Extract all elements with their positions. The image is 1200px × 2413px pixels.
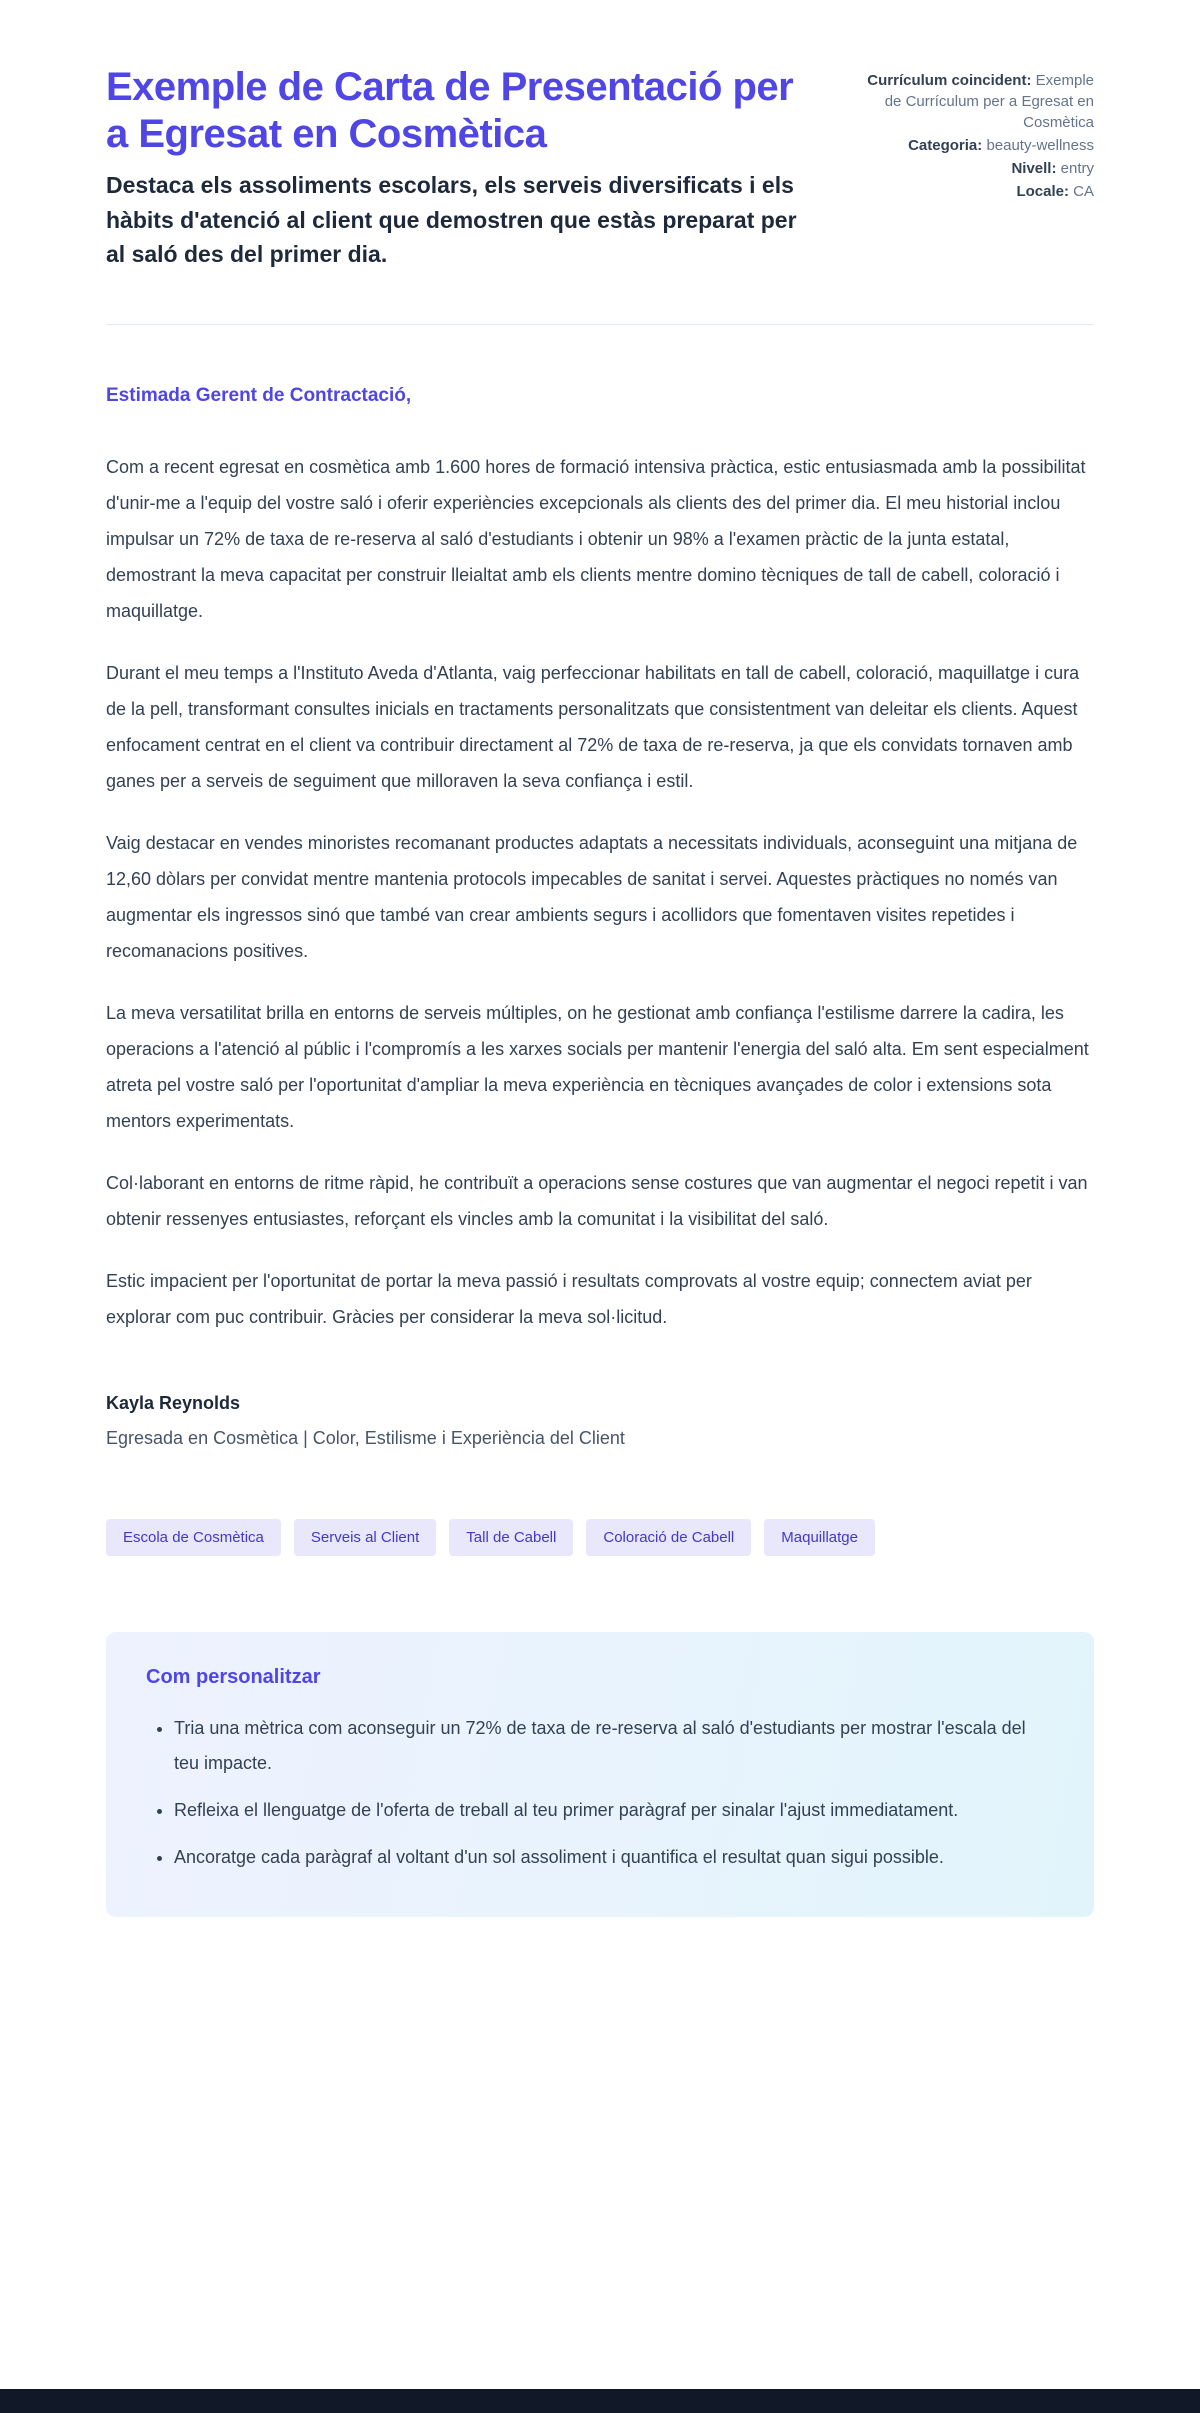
callout-item: • Ancoratge cada paràgraf al voltant d'un sol assoliment i quantifica el resultat quan sigui possible. (174, 1840, 1054, 1875)
meta-level-value: entry (1060, 160, 1094, 177)
letter-paragraph: La meva versatilitat brilla en entorns de serveis múltiples, on he gestionat amb confiança l'estilisme darrere la cadira, les operacions a l'atenció al públic i l'compromís a les xarxes socials per mantenir l'energia del saló alta. Em sent especialment atreta pel vostre saló per l'oportunitat d'ampliar la meva experiència en tècniques avançades de color i extensions sota mentors experimentats. (106, 1002, 1089, 1131)
letter-salutation: Estimada Gerent de Contractació, (106, 384, 412, 406)
signature-name: Kayla Reynolds (106, 1392, 241, 1413)
tag-tall-de-cabell[interactable]: Tall de Cabell (449, 1519, 573, 1556)
meta-resume (862, 70, 1094, 133)
signature-title: Egresada en Cosmètica | Color, Estilisme i Experiència del Client (106, 1427, 625, 1448)
footer-strip (0, 2389, 1200, 2413)
meta-category (862, 135, 1094, 156)
signature-block (106, 1393, 1094, 1449)
meta-resume-value: Exemple de Currículum per a Egresat en Cosmètica (884, 72, 1094, 131)
letter-paragraph: Durant el meu temps a l'Instituto Aveda d'Atlanta, vaig perfeccionar habilitats en tall de cabell, coloració, maquillatge i cura de la pell, transformant consultes inicials en tractaments personalitzats que consistentment van deleitar els clients. Aquest enfocament centrat en el client va contribuir directament al 72% de taxa de re-reserva, ja que els convidats tornaven amb ganes per a serveis de seguiment que milloraven la seva confiança i estil. (106, 662, 1080, 791)
letter-paragraph: Col·laborant en entorns de ritme ràpid, he contribuït a operacions sense costures que van augmentar el negoci repetit i van obtenir ressenyes entusiastes, reforçant els vincles amb la comunitat i la visibilitat del saló. (106, 1172, 1088, 1229)
meta-category-value: beauty-wellness (986, 137, 1094, 154)
tag-coloracio-de-cabell[interactable]: Coloració de Cabell (586, 1519, 751, 1556)
meta-level (862, 158, 1094, 179)
tag-serveis-al-client[interactable]: Serveis al Client (294, 1519, 436, 1556)
meta-category-label: Categoria: (908, 137, 983, 154)
tag-maquillatge[interactable]: Maquillatge (764, 1519, 875, 1556)
letter-paragraph: Com a recent egresat en cosmètica amb 1.600 hores de formació intensiva pràctica, estic entusiasmada amb la possibilitat d'unir-me a l'equip del vostre saló i oferir experiències excepcionals als clients des del primer dia. El meu historial inclou impulsar un 72% de taxa de re-reserva al saló d'estudiants i obtenir un 98% a l'examen pràctic de la junta estatal, demostrant la meva capacitat per construir lleialtat amb els clients mentre domino tècniques de tall de cabell, coloració i maquillatge. (106, 456, 1086, 621)
page-title: Exemple de Carta de Presentació per a Egresat en Cosmètica (106, 65, 794, 157)
letter-paragraph: Estic impacient per l'oportunitat de portar la meva passió i resultats comprovats al vostre equip; connectem aviat per explorar com puc contribuir. Gràcies per considerar la meva sol·licitud. (106, 1270, 1032, 1327)
callout-title: Com personalitzar (146, 1665, 321, 1688)
letter-paragraph: Vaig destacar en vendes minoristes recomanant productes adaptats a necessitats individuals, aconseguint una mitjana de 12,60 dòlars per convidat mentre mantenia protocols impecables de sanitat i servei. Aquestes pràctiques no només van augmentar els ingressos sinó que també van crear ambients segurs i acollidors que fomentaven visites repetides i recomanacions positives. (106, 832, 1078, 961)
tag-list (106, 1519, 1094, 1556)
meta-panel (862, 64, 1094, 204)
callout-item: • Tria una mètrica com aconseguir un 72% de taxa de re-reserva al saló d'estudiants per mostrar l'escala del teu impacte. (174, 1711, 1054, 1781)
header-divider (106, 324, 1094, 325)
content-container (106, 64, 1094, 1917)
customization-callout (106, 1632, 1094, 1917)
meta-resume-label: Currículum coincident: (867, 72, 1032, 89)
meta-locale-value: CA (1073, 183, 1094, 200)
meta-locale (862, 181, 1094, 202)
letter-body (106, 449, 1094, 1335)
meta-level-label: Nivell: (1011, 160, 1057, 177)
callout-list (146, 1711, 1054, 1875)
meta-locale-label: Locale: (1016, 183, 1069, 200)
callout-item: • Refleixa el llenguatge de l'oferta de treball al teu primer paràgraf per sinalar l'ajust immediatament. (174, 1793, 1054, 1828)
header (106, 64, 1094, 272)
tag-escola-de-cosmetica[interactable]: Escola de Cosmètica (106, 1519, 281, 1556)
header-title-block (106, 64, 806, 272)
page-subtitle: Destaca els assoliments escolars, els serveis diversificats i els hàbits d'atenció al client que demostren que estàs preparat per al saló des del primer dia. (106, 172, 797, 268)
